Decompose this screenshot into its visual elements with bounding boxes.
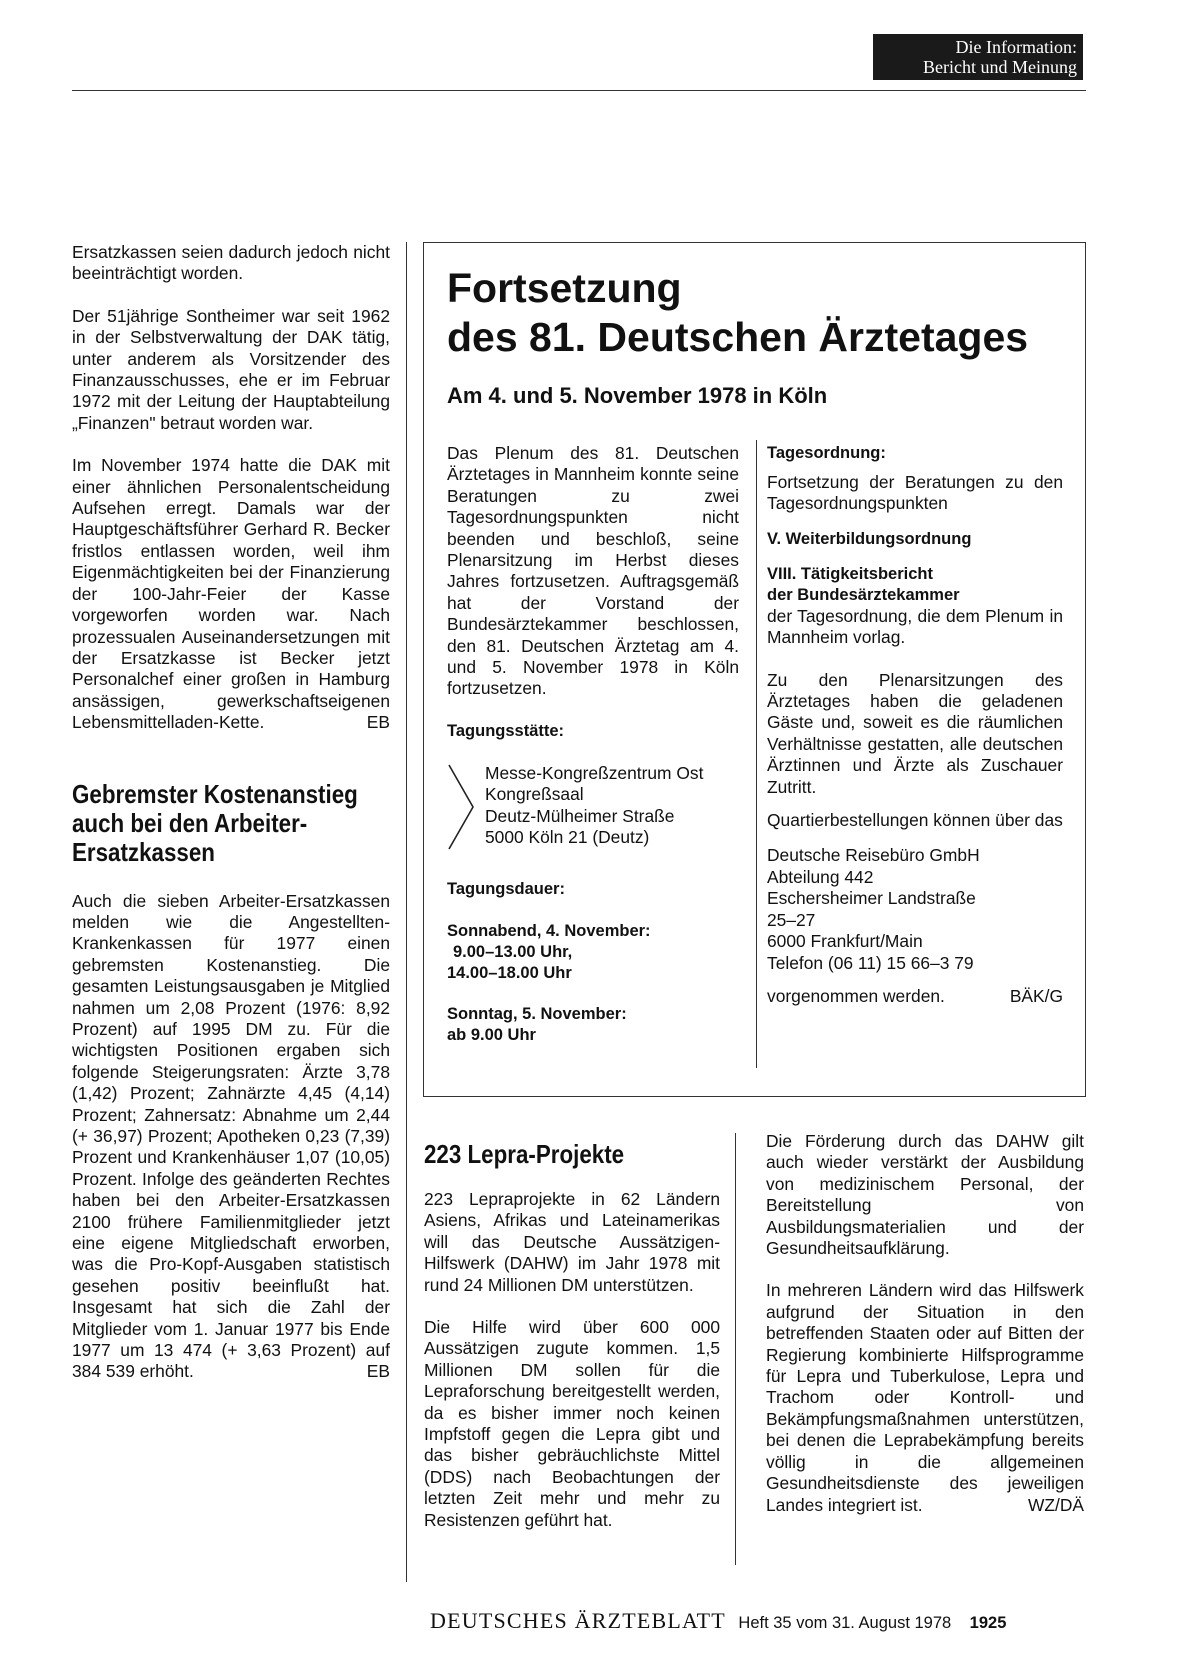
closing-text: vorgenommen werden. [767,985,945,1006]
announcement-column-right [767,443,1063,1028]
venue-bracket-icon [447,763,475,851]
page-number: 1925 [969,1614,1007,1632]
announcement-intro: Das Plenum des 81. Deutschen Ärztetages in Mannheim konnte seine Beratungen zu zwei Tagesordnungspunkten nicht beenden und beschloß, seine Plenarsitzung im Herbst dieses Jahres fortzusetzen. Auftragsgemäß hat der Vorstand der Bundesärztekammer beschlossen, den 81. Deutschen Ärztetag am 4. und 5. November 1978 in Köln fortzusetzen. [447,443,739,699]
announcement-column-divider [756,440,757,1068]
article-body-text: Auch die sieben Arbeiter-Ersatzkassen melden wie die Angestellten-Krankenkassen für 1977 einen gebremsten Kostenanstieg. Die gesamten Leistungsausgaben je Mitglied nahmen um 2,08 Prozent (1976: 8,92 Prozent) auf 1995 DM zu. Für die wichtigsten Positionen ergaben sich folgende Steigerungsraten: Ärzte 3,78 (1,42) Prozent; Zahnärzte 4,45 (4,14) Prozent; Zahnersatz: Abnahme um 2,44 (+ 36,97) Prozent; Apotheken 0,23 (7,39) Prozent und Krankenhäuser 1,07 (10,05) Prozent. Infolge des geänderten Rechtes haben bei den Arbeiter-Ersatzkassen 2100 frühere Familienmitglieder jetzt eine eigene Mitgliedschaft erworben, was die Pro-Kopf-Ausgaben statistisch gesehen positiv beeinflußt hat. Insgesamt hat sich die Zahl der Mitglieder vom 1. Januar 1977 bis Ende 1977 um 13 474 (+ 3,63 Prozent) auf 384 539 erhöht. [72,890,390,1382]
venue-line: Messe-Kongreßzentrum Ost [485,762,704,783]
lepra-column-left [424,1189,720,1552]
journal-masthead: DEUTSCHES ÄRZTEBLATT [430,1608,726,1633]
lepra-paragraph: Die Förderung durch das DAHW gilt auch wieder verstärkt der Ausbildung von medizinischem Personal, der Bereitstellung von Ausbildungsmaterialien und der Gesundheitsaufklärung. [766,1131,1084,1259]
author-signature: EB [366,712,390,733]
day1-label: Sonnabend, 4. November: [447,921,651,940]
agency-line: Eschersheimer Landstraße [767,888,976,909]
duration-day2 [447,1004,739,1046]
agency-line: Abteilung 442 [767,866,874,887]
agency-line: Deutsche Reisebüro GmbH [767,845,980,866]
author-signature: BÄK/G [1009,985,1063,1006]
lepra-headline: 223 Lepra-Projekte [424,1139,625,1169]
lepra-column-divider [735,1133,736,1565]
agenda-intro: Fortsetzung der Beratungen zu den Tagesordnungspunkten [767,472,1063,514]
lepra-paragraph: Die Hilfe wird über 600 000 Aussätzigen zugute kommen. 1,5 Millionen DM sollen für die Lepraforschung bereitgestellt werden, da es bisher immer noch keinen Impfstoff gegen die Lepra gibt und das bisher gebräuchlichste Mittel (DDS) nach Beobachtungen der letzten Zeit mehr und mehr zu Resistenzen geführt hat. [424,1317,720,1530]
day2-time: ab 9.00 Uhr [447,1025,536,1044]
section-tag-line1: Die Information: [955,37,1077,57]
issue-info: Heft 35 vom 31. August 1978 [738,1614,952,1632]
venue-block [447,763,739,849]
lepra-column-right [766,1131,1084,1537]
venue-line: Deutz-Mülheimer Straße [485,805,675,826]
left-paragraph: Ersatzkassen seien dadurch jedoch nicht beeinträchtigt worden. [72,242,390,284]
announcement-title-line2: des 81. Deutschen Ärztetages [447,314,1029,360]
agency-address [767,845,1063,973]
page-footer [430,1608,1090,1634]
closing-line [767,986,1063,1007]
agenda-item-8-line1: VIII. Tätigkeitsbericht [767,564,933,583]
day2-label: Sonntag, 5. November: [447,1004,627,1023]
lepra-paragraph [766,1280,1084,1515]
left-paragraph [72,455,390,733]
lepra-paragraph-text: In mehreren Ländern wird das Hilfswerk aufgrund der Situation in den betreffenden Staaten oder auf Bitten der Regierung kombinierte Hilfsprogramme für Lepra und Tuberkulose, Lepra und Trachom oder Kontroll- und Bekämpfungsmaßnahmen unterstützen, bei denen die Leprabekämpfung bereits völlig in die allgemeinen Gesundheitsdienste des jeweiligen Landes integriert ist. [766,1280,1084,1515]
agency-line: Telefon (06 11) 15 66–3 79 [767,952,974,973]
agency-line: 25–27 [767,909,816,930]
venue-label: Tagungsstätte: [447,721,565,740]
venue-line: Kongreßsaal [485,784,584,805]
agenda-item-5: V. Weiterbildungsordnung [767,529,972,548]
header-rule [72,90,1086,91]
author-signature: EB [366,1361,390,1382]
article-body [72,891,390,1383]
section-tag [873,34,1083,80]
agenda-label: Tagesordnung: [767,444,886,462]
announcement-title-line1: Fortsetzung [447,265,682,311]
day1-time: 14.00–18.00 Uhr [447,963,572,982]
left-paragraph: Der 51jährige Sontheimer war seit 1962 in der Selbstverwaltung der DAK tätig, unter anderem als Vorsitzender des Finanzausschusses, ehe er im Februar 1972 mit der Leitung der Hauptabteilung „Finanzen" betraut worden war. [72,305,390,433]
column-divider [406,242,407,1582]
duration-day1 [447,921,739,984]
quarters-paragraph: Quartierbestellungen können über das [767,810,1063,831]
author-signature: WZ/DÄ [1027,1494,1084,1515]
left-column [72,242,390,1404]
announcement-subtitle: Am 4. und 5. November 1978 in Köln [447,383,828,408]
announcement-column-left [447,443,739,1066]
agenda-item-8 [767,564,1063,606]
agency-line: 6000 Frankfurt/Main [767,931,923,952]
guests-paragraph: Zu den Plenarsitzungen des Ärztetages haben die geladenen Gäste und, soweit es die räumlichen Verhältnisse gestatten, alle deutschen Ärztinnen und Ärzte als Zuschauer Zutritt. [767,669,1063,797]
duration-label: Tagungsdauer: [447,879,565,898]
day1-time: 9.00–13.00 Uhr, [453,942,573,961]
venue-line: 5000 Köln 21 (Deutz) [485,827,650,848]
section-tag-line2: Bericht und Meinung [923,57,1077,77]
lepra-paragraph: 223 Lepraprojekte in 62 Ländern Asiens, Afrikas und Lateinamerikas will das Deutsche Aussätzigen-Hilfswerk (DAHW) im Jahr 1978 mit rund 24 Millionen DM unterstützen. [424,1189,720,1295]
announcement-title [447,264,1067,362]
left-paragraph-text: Im November 1974 hatte die DAK mit einer ähnlichen Personalentscheidung Aufsehen erregt. Damals war der Hauptgeschäftsführer Gerhard R. Becker fristlos entlassen worden, weil ihm Eigenmächtigkeiten bei der Finanzierung der 100-Jahr-Feier der Kasse vorgeworfen worden war. Nach prozessualen Auseinandersetzungen mit der Ersatzkasse ist Becker jetzt Personalchef einer großen in Hamburg ansässigen, gewerkschaftseigenen Lebensmittelladen-Kette. [72,455,390,733]
agenda-item-8-line2: der Bundesärztekammer [767,585,960,604]
agenda-note: der Tagesordnung, die dem Plenum in Mannheim vorlag. [767,605,1063,648]
article-headline: Gebremster Kostenanstieg auch bei den Arbeiter-Ersatzkassen [72,778,358,867]
